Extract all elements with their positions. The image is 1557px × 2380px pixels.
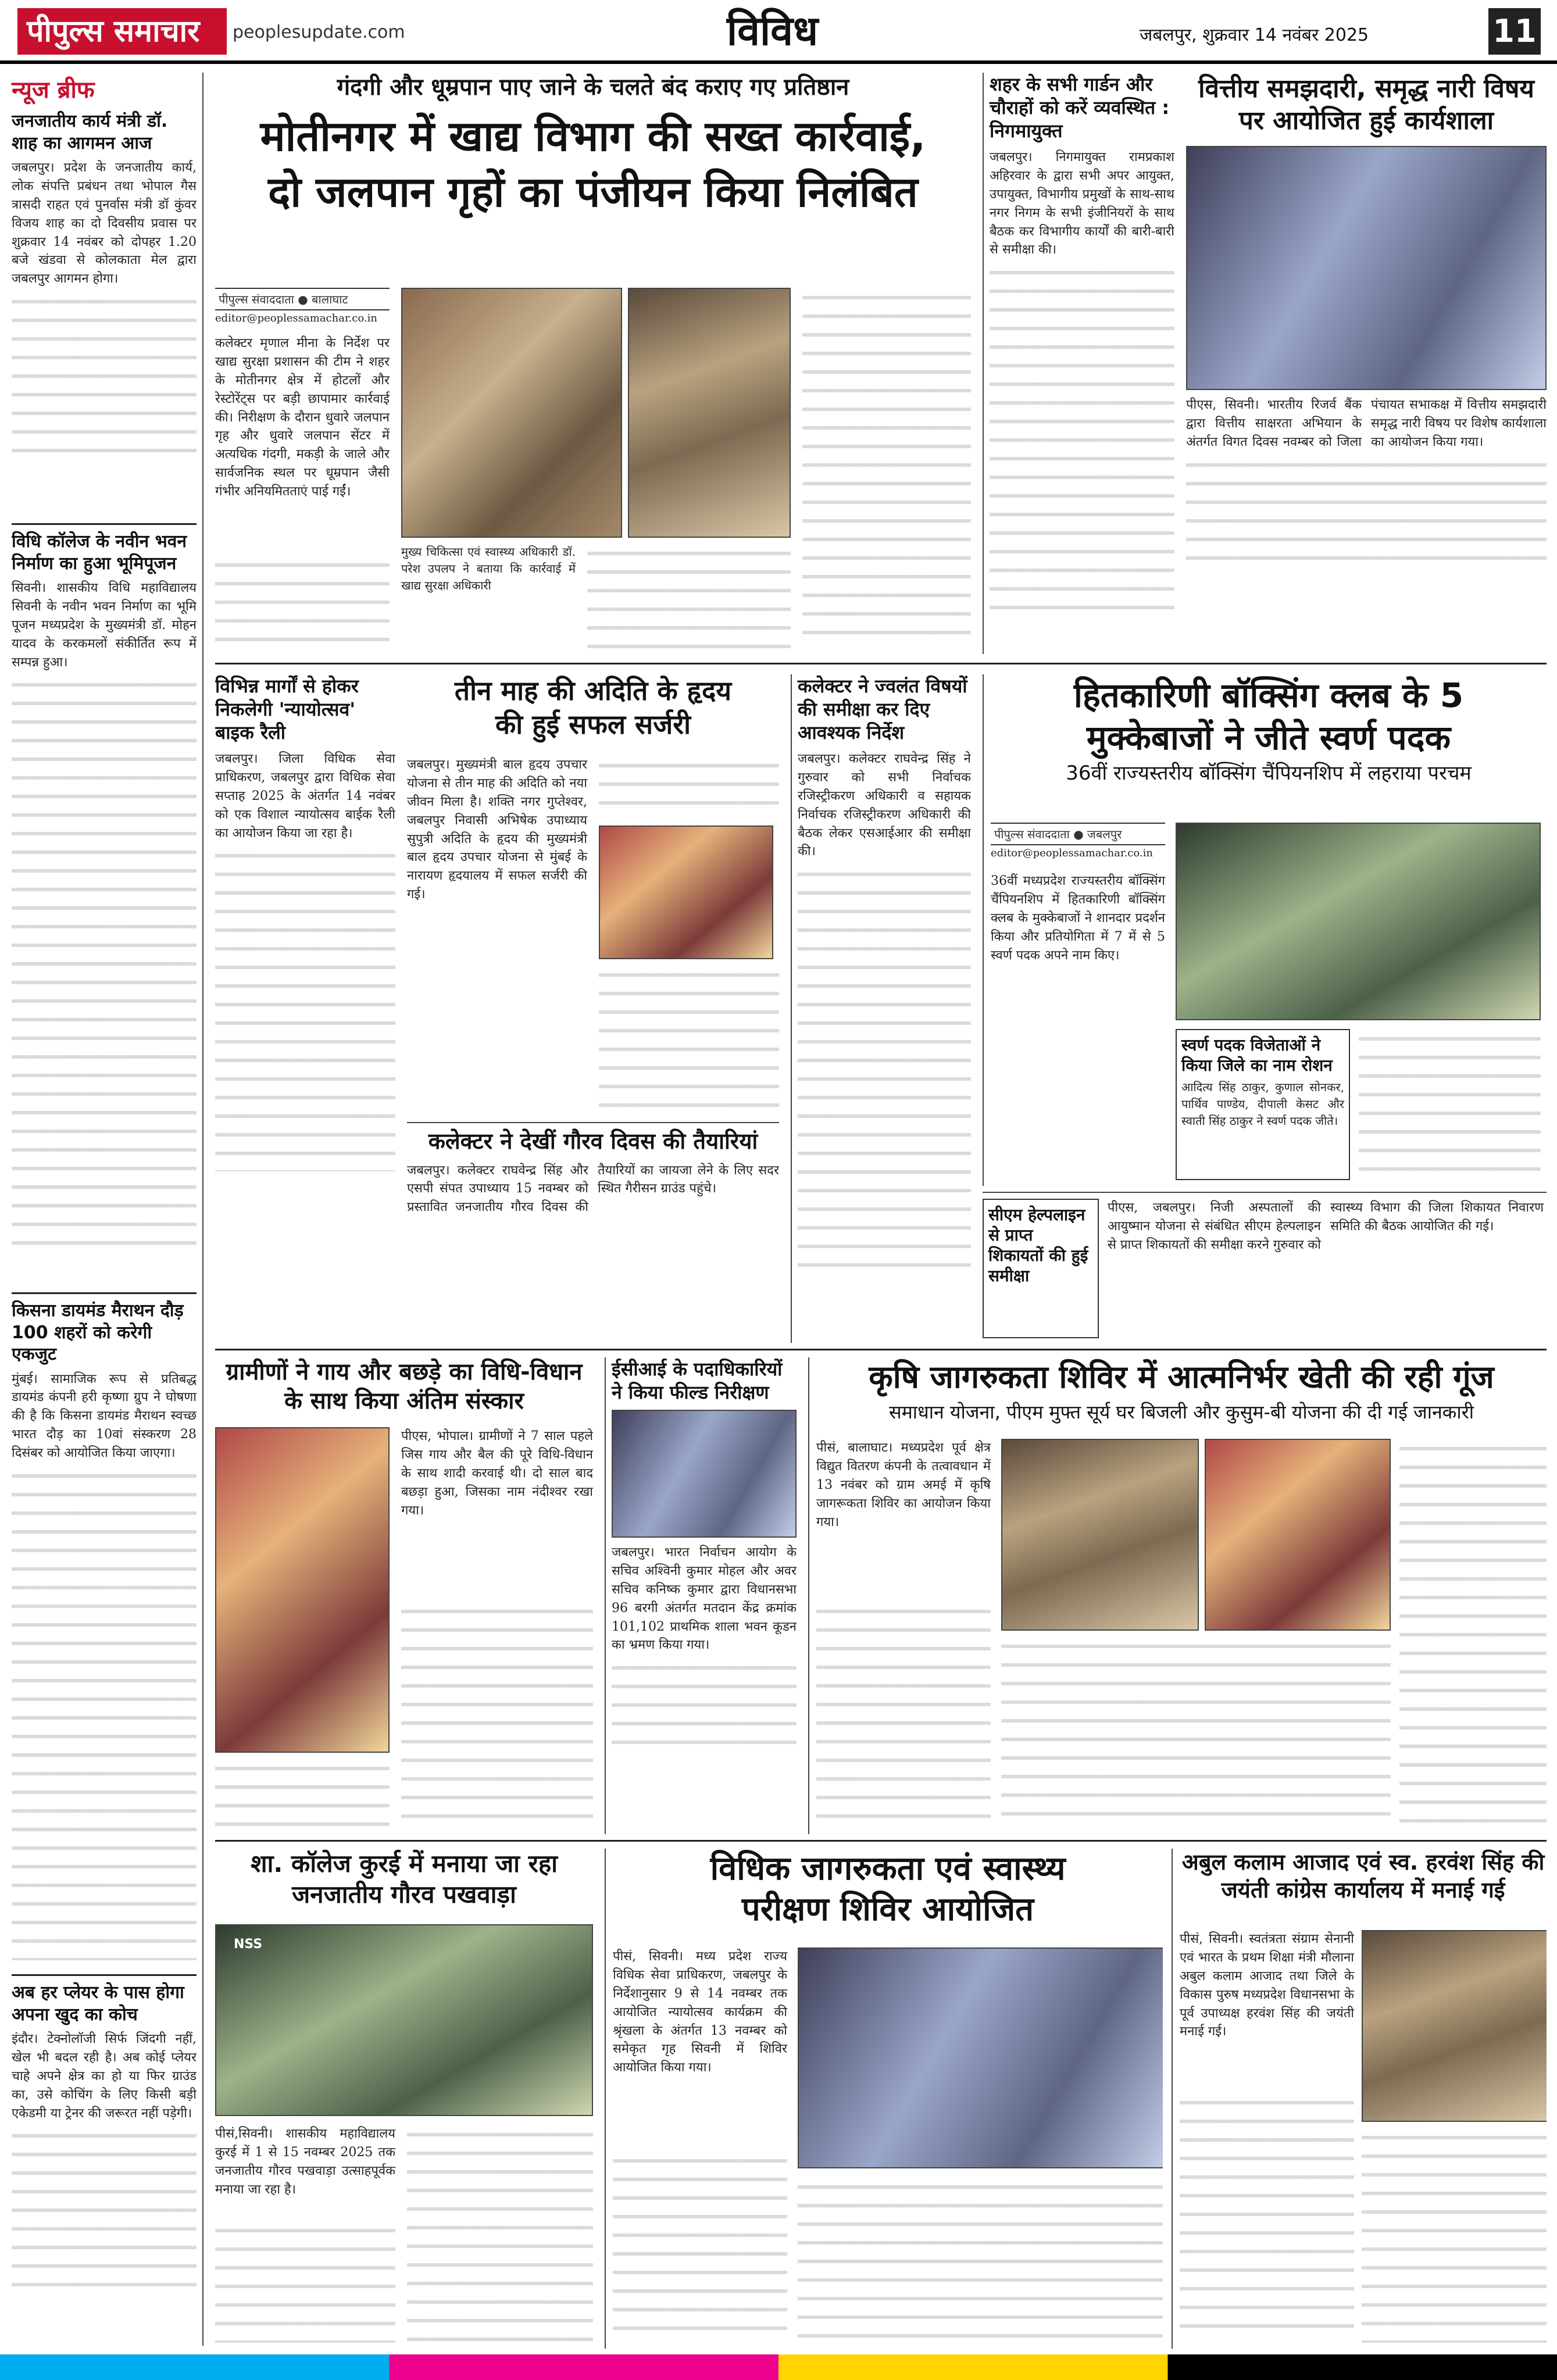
- heart-headline: तीन माह की अदिति के हृदय: [454, 675, 732, 706]
- krishi-stage-photo: [1205, 1439, 1391, 1631]
- lead-photo-inspection: [401, 288, 622, 538]
- garden-text: जबलपुर। निगमायुक्त रामप्रकाश अहिरवार के द्वारा सभी अपर आयुक्त, उपायुक्त, विभागीय प्रमुखों के साथ-साथ नगर निगम के सभी इंजीनियरों के साथ बैठक कर विभागीय कार्यों की बारी-बारी से समीक्षा की।: [990, 150, 1174, 258]
- garden-text-continued: [990, 263, 1174, 612]
- issue-date: जबलपुर, शुक्रवार 14 नवंबर 2025: [1140, 25, 1369, 45]
- kurai-text: पीसं,सिवनी। शासकीय महाविद्यालय कुरई में 1 से 15 नवम्बर 2025 तक जनजातीय गौरव पखवाड़ा उत्साहपूर्वक मनाया जा रहा है।: [215, 2127, 395, 2197]
- section-divider: [215, 663, 1547, 664]
- collector-review-headline: कलेक्टर ने ज्वलंत विषयों की समीक्षा कर दिए आवश्यक निर्देश: [798, 675, 967, 744]
- site-url[interactable]: peoplesupdate.com: [233, 22, 405, 42]
- krishi-text-col3: [1399, 1439, 1547, 1828]
- photo-caption: मुख्य चिकित्सा एवं स्वास्थ्य अधिकारी डॉ. परेश उपलप ने बताया कि कार्रवाई में खाद्य सुरक्षा अधिकारी: [401, 545, 576, 592]
- kurai-headline: शा. कॉलेज कुरई में मनाया जा रहा जनजातीय गौरव पखवाड़ा: [250, 1849, 558, 1909]
- kurai-text-col2: [407, 2125, 593, 2343]
- nyayotsav-story[interactable]: [215, 674, 395, 1244]
- legal-text-continued: [613, 2151, 787, 2343]
- garden-story[interactable]: [983, 73, 1174, 654]
- finance-workshop-photo: [1186, 146, 1547, 390]
- finance-text-continued: [1186, 455, 1547, 571]
- brief-headline: अब हर प्लेयर के पास होगा अपना खुद का कोच: [12, 1982, 184, 2025]
- winners-box-headline: स्वर्ण पदक विजेताओं ने किया जिले का नाम रोशन: [1181, 1035, 1333, 1075]
- cow-text: पीएस, भोपाल। ग्रामीणों ने 7 साल पहले जिस गाय और बैल की पूरे विधि-विधान के साथ शादी करवाई थी। दो साल बाद बछड़ा हुआ, जिसका नाम नंदीश्वर रखा गया।: [401, 1429, 593, 1518]
- brief-text: जबलपुर। प्रदेश के जनजातीय कार्य, लोक संपत्ति प्रबंधन तथा भोपाल गैस त्रासदी राहत एवं पुनर्वास मंत्री डॉ कुंवर विजय शाह का दो दिवसीय प्रवास पर शुक्रवार 14 नवंबर को दोपहर 1.20 बजे खंडवा से कोलकाता मेल द्वारा जबलपुर आगमन होगा।: [12, 160, 197, 287]
- eci-text: जबलपुर। भारत निर्वाचन आयोग के सचिव अश्विनी कुमार मोहल और अवर सचिव कनिष्क कुमार द्वारा विधानसभा 96 बरगी अंतर्गत मतदान केंद्र क्रमांक 101,102 प्राथमिक शाला भवन कूडन का भ्रमण किया गया।: [612, 1545, 797, 1653]
- boxing-text-continued: [1359, 1029, 1541, 1180]
- section-divider: [215, 1349, 1547, 1350]
- page-number: 11: [1488, 8, 1541, 55]
- masthead: [0, 0, 1557, 64]
- brief-text-continued: [12, 292, 197, 466]
- winners-box-text: आदित्य सिंह ठाकुर, कुणाल सोनकर, पार्थिव पाण्डेय, दीपाली केसट और स्वाती सिंह ठाकुर ने स्वर्ण पदक जीते।: [1181, 1080, 1344, 1128]
- brief-text-continued: [12, 2126, 197, 2300]
- legal-headline: विधिक जागरुकता एवं स्वास्थ्य: [710, 1850, 1066, 1888]
- nyayotsav-headline: विभिन्न मार्गों से होकर निकलेगी 'न्यायोत्सव' बाइक रैली: [215, 675, 359, 744]
- krishi-text-continued: [816, 1602, 991, 1828]
- brief-headline: जनजातीय कार्य मंत्री डॉ. शाह का आगमन आज: [12, 111, 168, 153]
- lead-text-continued: [215, 555, 390, 648]
- brief-text-continued: [12, 675, 197, 1256]
- brief-headline: विधि कॉलेज के नवीन भवन निर्माण का हुआ भूमिपूजन: [12, 531, 187, 574]
- boxers-photo: [1176, 823, 1541, 1020]
- eci-inspection-story[interactable]: [605, 1357, 797, 1834]
- cow-text-col1: [215, 1759, 390, 1828]
- heart-text: जबलपुर। मुख्यमंत्री बाल हृदय उपचार योजना से तीन माह की अदिति को नया जीवन मिला है। शक्ति नगर गुप्तेश्वर, जबलपुर निवासी अभिषेक उपाध्याय सुपुत्री अदिति के हृदय की मुख्यमंत्री बाल हृदय उपचार योजना से मुंबई के नारायण हृदयालय में सफल सर्जरी की गई।: [407, 757, 587, 902]
- kurai-text-continued: [215, 2221, 395, 2343]
- section-title: विविध: [727, 7, 819, 55]
- brief-item[interactable]: [12, 1982, 197, 2342]
- brief-text: इंदौर। टेक्नोलॉजी सिर्फ जिंदगी नहीं, खेल भी बदल रही है। अब कोई प्लेयर चाहे अपने क्षेत्र का हो या फिर ग्राउंड का, उसे कोचिंग के लिए किसी बड़ी एकेडमी या ट्रेनर की जरूरत नहीं पड़ेगी।: [12, 2032, 197, 2121]
- baby-photo: [599, 826, 773, 959]
- kurai-college-story[interactable]: [215, 1849, 593, 2349]
- lead-kicker: गंदगी और धूम्रपान पाए जाने के चलते बंद कराए गए प्रतिष्ठान: [337, 74, 849, 101]
- brief-text: मुंबई। सामाजिक रूप से प्रतिबद्ध डायमंड कंपनी हरी कृष्णा ग्रुप ने घोषणा की है कि किसना डायमंड मैराथन स्वच्छ भारत दौड़ का 10वां संस्करण 28 दिसंबर को आयोजित किया जाएगा।: [12, 1371, 197, 1461]
- lead-text-col4: [802, 288, 971, 648]
- byline: पीपुल्स संवाददाता ● जबलपुर: [991, 823, 1165, 845]
- kalam-tribute-photo: [1362, 1930, 1547, 2122]
- kalam-headline: अबुल कलाम आजाद एवं स्व. हरवंश सिंह की जयंती कांग्रेस कार्यालय में मनाई गई: [1181, 1849, 1545, 1903]
- krishi-headline: कृषि जागरुकता शिविर में आत्मनिर्भर खेती की रही गूंज: [869, 1359, 1494, 1395]
- collector-review-text: जबलपुर। कलेक्टर राघवेन्द्र सिंह ने गुरुवार को सभी निर्वाचक रजिस्ट्रीकरण अधिकारी व सहायक निर्वाचक रजिस्ट्रीकरण अधिकारी की बैठक लेकर एसआईआर की समीक्षा की।: [798, 752, 971, 859]
- news-brief-title: न्यूज ब्रीफ: [12, 77, 95, 103]
- collector-review-story[interactable]: [791, 674, 971, 1343]
- kalam-text-col2: [1362, 2128, 1547, 2343]
- legal-camp-story[interactable]: [605, 1849, 1163, 2349]
- eci-meeting-photo: [612, 1410, 797, 1538]
- cm-helpline-headline: सीएम हेल्पलाइन से प्राप्त शिकायतों की हुई समीक्षा: [983, 1199, 1099, 1338]
- kalam-jayanti-story[interactable]: [1172, 1849, 1547, 2349]
- cm-helpline-text: पीएस, जबलपुर। निजी अस्पतालों की आयुष्मान योजना से संबंधित सीएम हेल्पलाइन से प्राप्त शिकायतों की समीक्षा करने गुरुवार को स्वास्थ्य विभाग की जिला शिकायत निवारण समिति की बैठक आयोजित की गई।: [1108, 1200, 1544, 1252]
- reporter-email[interactable]: editor@peoplessamachar.co.in: [215, 312, 377, 324]
- boxing-headline: मुक्केबाजों ने जीते स्वर्ण पदक: [1086, 717, 1451, 757]
- nyayotsav-text-continued: [215, 846, 395, 1171]
- krishi-camp-story[interactable]: [808, 1357, 1547, 1834]
- legal-text-col2: [798, 2177, 1163, 2343]
- byline: पीपुल्स संवाददाता ● बालाघाट: [215, 288, 390, 310]
- lead-text: कलेक्टर मृणाल मीना के निर्देश पर खाद्य सुरक्षा प्रशासन की टीम ने शहर के मोतीनगर क्षेत्र में होटलों और रेस्टोरेंट्स पर बड़ी छापामार कार्रवाई की। निरीक्षण के दौरान धुवारे जलपान गृह और धुवारे जलपान सेंटर में अत्यधिक गंदगी, मकड़ी के जाले और सार्वजनिक स्थल पर धूम्रपान जैसी गंभीर अनियमितताएं पाई गईं।: [215, 336, 390, 499]
- cm-helpline-story[interactable]: [983, 1192, 1547, 1343]
- collector-review-continued: [798, 864, 971, 1271]
- legal-text: पीसं, सिवनी। मध्य प्रदेश राज्य विधिक सेवा प्राधिकरण, जबलपुर के निर्देशानुसार 9 से 14 नवम्बर तक आयोजित न्यायोत्सव कार्यक्रम की श्रृंखला के अंतर्गत 13 नवम्बर को समेकृत गृह सिवनी में शिविर आयोजित किया गया।: [613, 1949, 787, 2075]
- gaurav-headline: कलेक्टर ने देखीं गौरव दिवस की तैयारियां: [428, 1128, 758, 1154]
- cow-funeral-story[interactable]: [215, 1357, 593, 1834]
- brief-text-continued: [12, 1466, 197, 1960]
- reporter-email[interactable]: editor@peoplessamachar.co.in: [991, 847, 1153, 859]
- section-divider: [215, 1840, 1547, 1842]
- krishi-meeting-photo: [1001, 1439, 1199, 1631]
- finance-workshop-story[interactable]: [1186, 73, 1547, 654]
- boxing-text: 36वीं मध्यप्रदेश राज्यस्तरीय बॉक्सिंग चैंपियनशिप में हितकारिणी बॉक्सिंग क्लब के मुक्केबाजों ने शानदार प्रदर्शन किया और प्रतियोगिता में 7 में से 5 स्वर्ण पदक अपने नाम किए।: [991, 874, 1165, 963]
- eci-text-continued: [612, 1658, 797, 1751]
- boxing-subheadline: 36वीं राज्यस्तरीय बॉक्सिंग चैंपियनशिप में लहराया परचम: [1066, 762, 1472, 785]
- legal-camp-photo: [798, 1947, 1163, 2168]
- boxing-headline: हितकारिणी बॉक्सिंग क्लब के 5: [1073, 676, 1464, 715]
- banner-label: NSS: [234, 1937, 263, 1952]
- news-brief-column: [12, 73, 203, 2346]
- lead-headline: दो जलपान गृहों का पंजीयन किया निलंबित: [268, 167, 918, 216]
- nyayotsav-text: जबलपुर। जिला विधिक सेवा प्राधिकरण, जबलपुर द्वारा विधिक सेवा सप्ताह 2025 के अंतर्गत 14 नवंबर को एक विशाल न्यायोत्सव बाईक रैली का आयोजन किया जा रहा है।: [215, 752, 395, 841]
- brief-text: सिवनी। शासकीय विधि महाविद्यालय सिवनी के नवीन भवन निर्माण का भूमि पूजन मध्यप्रदेश के मुख्यमंत्री डॉ. मोहन यादव के करकमलों संकीर्तित रूप में सम्पन्न हुआ।: [12, 581, 197, 670]
- kalam-text-continued: [1180, 2093, 1354, 2343]
- winners-box: [1176, 1029, 1350, 1180]
- cow-funeral-photo: [215, 1427, 390, 1753]
- kalam-text: पीसं, सिवनी। स्वतंत्रता संग्राम सेनानी एवं भारत के प्रथम शिक्षा मंत्री मौलाना अबुल कलाम आजाद तथा जिले के विकास पुरुष मध्यप्रदेश विधानसभा के पूर्व उपाध्यक्ष हरवंश सिंह की जयंती मनाई गई।: [1180, 1932, 1354, 2039]
- finance-text: पीएस, सिवनी। भारतीय रिजर्व बैंक द्वारा वित्तीय साक्षरता अभियान के अंतर्गत विगत दिवस नवम्बर को जिला पंचायत सभाकक्ष में वित्तीय समझदारी समृद्ध नारी विषय पर विशेष कार्यशाला का आयोजन किया गया।: [1186, 398, 1547, 449]
- brief-headline: किसना डायमंड मैराथन दौड़ 100 शहरों को करेगी एकजुट: [12, 1300, 184, 1364]
- garden-headline: शहर के सभी गार्डन और चौराहों को करें व्यवस्थित : निगमायुक्त: [990, 73, 1170, 142]
- heart-surgery-story[interactable]: [407, 674, 779, 1116]
- divider: [12, 1292, 197, 1294]
- newspaper-logo[interactable]: पीपुल्स समाचार: [17, 8, 227, 55]
- heart-text-continued: [599, 965, 779, 1110]
- brief-item[interactable]: [12, 531, 197, 1287]
- boxing-story[interactable]: [983, 674, 1547, 1186]
- brief-item[interactable]: [12, 1300, 197, 1968]
- divider: [12, 523, 197, 525]
- finance-headline: वित्तीय समझदारी, समृद्ध नारी विषय पर आयोजित हुई कार्यशाला: [1198, 74, 1534, 135]
- heart-headline: की हुई सफल सर्जरी: [495, 708, 691, 740]
- cow-headline: ग्रामीणों ने गाय और बछड़े का विधि-विधान के साथ किया अंतिम संस्कार: [226, 1359, 583, 1414]
- print-color-bar: [0, 2354, 1557, 2380]
- heart-text-col2: [599, 756, 779, 820]
- gaurav-divas-story[interactable]: [407, 1122, 779, 1343]
- lead-photo-officials: [628, 288, 791, 538]
- eci-headline: ईसीआई के पदाधिकारियों ने किया फील्ड निरीक्षण: [612, 1358, 783, 1403]
- krishi-subheadline: समाधान योजना, पीएम मुफ्त सूर्य घर बिजली और कुसुम-बी योजना की दी गई जानकारी: [888, 1400, 1474, 1423]
- kurai-event-photo: [215, 1924, 593, 2116]
- cow-text-continued: [401, 1602, 593, 1828]
- brief-item[interactable]: [12, 110, 197, 517]
- krishi-text: पीसं, बालाघाट। मध्यप्रदेश पूर्व क्षेत्र विद्युत वितरण कंपनी के तत्वावधान में 13 नवंबर को ग्राम अमई में कृषि जागरूकता शिविर का आयोजन किया गया।: [816, 1441, 991, 1530]
- lead-text-col3: [587, 544, 791, 648]
- lead-story[interactable]: [215, 73, 971, 654]
- legal-headline: परीक्षण शिविर आयोजित: [741, 1891, 1034, 1928]
- krishi-text-col2: [1001, 1636, 1391, 1828]
- lead-headline: मोतीनगर में खाद्य विभाग की सख्त कार्रवाई,: [260, 112, 926, 160]
- gaurav-text: जबलपुर। कलेक्टर राघवेन्द्र सिंह और एसपी संपत उपाध्याय 15 नवम्बर को प्रस्तावित जनजातीय गौरव दिवस की तैयारियों का जायजा लेने के लिए सदर स्थित गैरीसन ग्राउंड पहुंचे।: [407, 1163, 779, 1215]
- divider: [12, 1974, 197, 1976]
